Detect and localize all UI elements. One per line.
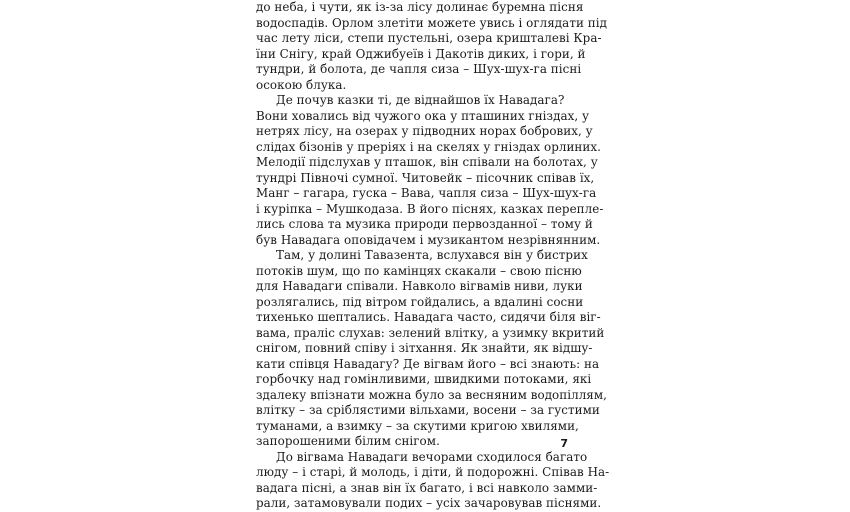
text-line: Манг – гагара, гуска – Вава, чапля сиза – Шух-шух-га [256,186,597,200]
text-line: рали, затамовували подих – усіх зачаровував піснями. [256,496,602,510]
text-line: нетрях лісу, на озерах у підводних норах бобрових, у [256,124,593,138]
text-line: туманами, а взимку – за скутими кригою хвилями, [256,418,579,433]
text-line: здалеку впізнати можна було за весняним водопіллям, [256,387,607,402]
text-line: кати співця Навадагу? Де вігвам його – всі знають: на [256,356,600,371]
text-line: до неба, і чути, як із-за лісу долинає буремна пісня [256,0,584,14]
text-line: влітку – за сріблястими вільхами, восени – за густими [256,403,600,417]
text-line: вама, праліс слухав: зелений влітку, а узимку вкритий [256,325,605,340]
text-line: Де почув казки ті, де віднайшов їх Навадага? [276,93,565,107]
text-line: час лету ліси, степи пустельні, озера кришталеві Кра- [256,31,602,45]
paragraph [256,93,604,248]
book-page [256,0,610,510]
text-line: горбочку над гомінливими, швидкими потоками, які [256,372,592,386]
text-line: лись слова та музика природи первозданної – тому й [256,217,593,231]
text-line: їни Снігу, край Оджибуеїв і Дакотів диких, і гори, й [256,46,586,61]
text-line: запорошеними білим снігом. [256,434,440,448]
text-line: тундрі Півночі сумної. Читовейк – пісочник співав їх, [256,170,595,185]
text-line: був Навадага оповідачем і музикантом незрівнянним. [256,232,601,247]
text-line: До вігвама Навадаги вечорами сходилося багато [276,449,588,464]
text-line: вадага пісні, а знав він їх багато, і всі навколо замми- [256,480,598,495]
paragraph [256,0,607,93]
text-line: для Навадаги співали. Навколо вігвамів ниви, луки [256,279,583,293]
text-line: тихенько шептались. Навадага часто, сидячи біля віг- [256,310,601,324]
text-line: тундри, й болота, де чапля сиза – Шух-шух-га пісні [256,62,582,76]
text-line: осокою блука. [256,77,347,92]
paragraph [256,248,607,450]
text-line: потоків шум, що по камінцях скакали – свою пісню [256,263,582,278]
paragraph [256,449,610,512]
text-line: слідах бізонів у преріях і на скелях у гніздах орлиних. [256,139,601,154]
text-line: водоспадів. Орлом злетіти можете увись і оглядати під [256,15,607,30]
text-line: Мелодії підслухав у пташок, він співали на болотах, у [256,155,598,169]
body-text [256,0,610,512]
text-line: і куріпка – Мушкодаза. В його піснях, казках перепле- [256,201,604,216]
text-line: Там, у долині Тавазента, вслухався він у бистрих [276,248,588,262]
text-line: снігом, повний співу і зітхання. Як знайти, як відшу- [256,341,593,355]
text-line: розлягались, під вітром гойдались, а вдалині сосни [256,294,584,309]
page-number: 7 [560,437,568,450]
text-line: люду – і старі, й молодь, і діти, й подорожні. Співав На- [256,465,610,479]
text-line: Вони ховались від чужого ока у пташиних гніздах, у [256,108,590,123]
